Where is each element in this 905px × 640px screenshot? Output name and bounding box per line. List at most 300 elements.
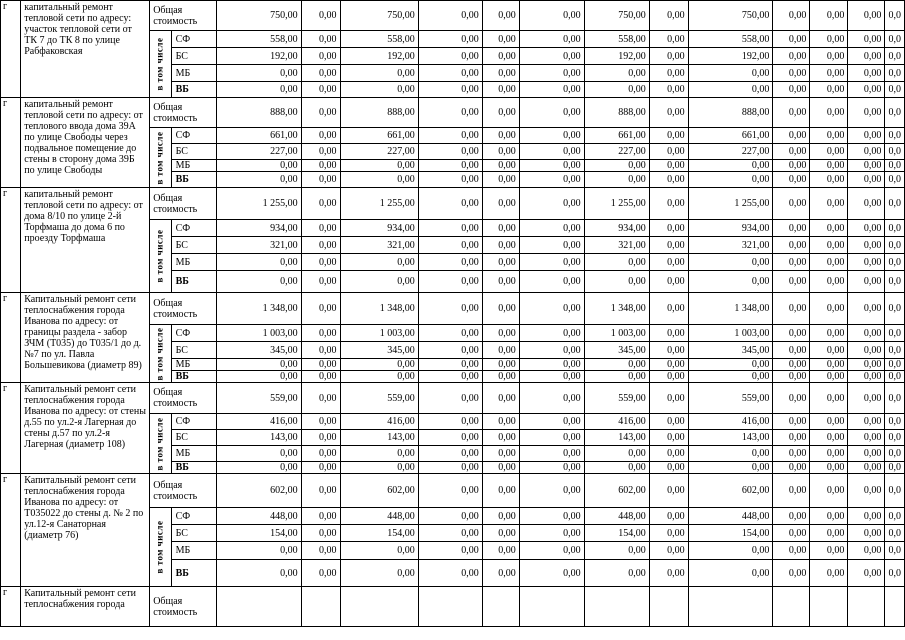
- value-cell: 0,00: [773, 128, 810, 144]
- table-row: [1, 1, 905, 31]
- value-cell: 0,00: [482, 462, 519, 474]
- value-cell: 0,00: [848, 220, 885, 237]
- value-cell: 0,0: [885, 560, 905, 587]
- value-cell: 0,00: [482, 359, 519, 371]
- value-cell: 0,0: [885, 542, 905, 560]
- value-cell: 0,00: [519, 160, 584, 172]
- value-cell: 559,00: [584, 383, 649, 414]
- value-cell: 0,00: [584, 82, 649, 98]
- funding-source-label: БС: [171, 237, 216, 254]
- value-cell: 0,00: [649, 160, 688, 172]
- value-cell: 0,00: [810, 172, 848, 188]
- value-cell: 0,00: [773, 414, 810, 430]
- row-mark: г: [1, 587, 21, 627]
- value-cell: 0,00: [810, 293, 848, 325]
- value-cell: 0,00: [848, 65, 885, 82]
- value-cell: 0,00: [848, 508, 885, 525]
- value-cell: 0,0: [885, 271, 905, 293]
- value-cell: 448,00: [688, 508, 773, 525]
- value-cell: 0,00: [519, 446, 584, 462]
- value-cell: 0,00: [810, 342, 848, 359]
- value-cell: 0,00: [584, 446, 649, 462]
- value-cell: 0,00: [810, 1, 848, 31]
- funding-source-label: БС: [171, 430, 216, 446]
- value-cell: 934,00: [340, 220, 418, 237]
- value-cell: 559,00: [216, 383, 301, 414]
- value-cell: 0,00: [418, 144, 482, 160]
- value-cell: 0,00: [340, 560, 418, 587]
- value-cell: 0,00: [848, 98, 885, 128]
- value-cell: 0,00: [482, 65, 519, 82]
- value-cell: 0,00: [301, 65, 340, 82]
- value-cell: 0,00: [810, 48, 848, 65]
- value-cell: 0,00: [482, 508, 519, 525]
- value-cell: 0,00: [773, 254, 810, 271]
- value-cell: 0,00: [482, 31, 519, 48]
- value-cell: 0,00: [301, 271, 340, 293]
- value-cell: 602,00: [688, 474, 773, 508]
- value-cell: 0,00: [688, 446, 773, 462]
- value-cell: 0,00: [216, 271, 301, 293]
- included-label-cell: [150, 31, 171, 98]
- value-cell: 0,00: [482, 271, 519, 293]
- value-cell: 0,00: [418, 542, 482, 560]
- value-cell: 0,0: [885, 98, 905, 128]
- value-cell: 0,00: [301, 160, 340, 172]
- value-cell: 0,00: [519, 525, 584, 542]
- funding-source-label: ВБ: [171, 271, 216, 293]
- value-cell: 0,00: [688, 542, 773, 560]
- value-cell: 0,00: [773, 446, 810, 462]
- value-cell: 0,00: [301, 446, 340, 462]
- value-cell: 0,00: [848, 560, 885, 587]
- value-cell: 559,00: [340, 383, 418, 414]
- funding-source-label: СФ: [171, 31, 216, 48]
- work-description: капитальный ремонт тепловой сети по адресу: от теплового ввода дома 39А по улице Свободы через подвальное помещение до стены в сторону дома 39Б по улице Свободы: [21, 98, 150, 188]
- value-cell: 321,00: [688, 237, 773, 254]
- value-cell: 0,00: [773, 359, 810, 371]
- value-cell: 0,00: [519, 383, 584, 414]
- value-cell: 0,00: [688, 160, 773, 172]
- value-cell: 0,00: [649, 371, 688, 383]
- value-cell: 0,0: [885, 474, 905, 508]
- value-cell: 0,00: [773, 237, 810, 254]
- value-cell: 0,00: [418, 462, 482, 474]
- value-cell: 416,00: [584, 414, 649, 430]
- funding-source-label: БС: [171, 144, 216, 160]
- value-cell: 0,00: [418, 383, 482, 414]
- value-cell: 0,00: [519, 172, 584, 188]
- value-cell: 0,00: [584, 65, 649, 82]
- value-cell: 0,00: [773, 98, 810, 128]
- value-cell: 0,00: [649, 65, 688, 82]
- value-cell: 0,00: [584, 254, 649, 271]
- work-description: Капитальный ремонт сети теплоснабжения города Иванова по адресу: от стены д.55 по ул.2-я Лагерная до стены д.57 по ул.2-я Лагерная (диаметр 108): [21, 383, 150, 474]
- value-cell: 0,00: [418, 128, 482, 144]
- work-description: Капитальный ремонт сети теплоснабжения города Иванова по адресу: от границы раздела - забор ЗЧМ (Т035) до Т035/1 до д.№7 по ул. Павла Большевикова (диаметр 89): [21, 293, 150, 383]
- work-description: капитальный ремонт тепловой сети по адресу: участок тепловой сети от ТК 7 до ТК 8 по улице Рабфаковская: [21, 1, 150, 98]
- value-cell: 0,00: [216, 462, 301, 474]
- value-cell: 0,00: [301, 220, 340, 237]
- value-cell: 0,00: [301, 325, 340, 342]
- value-cell: 602,00: [216, 474, 301, 508]
- value-cell: 0,00: [810, 220, 848, 237]
- value-cell: 143,00: [584, 430, 649, 446]
- table-row: [1, 188, 905, 220]
- value-cell: 0,00: [584, 271, 649, 293]
- value-cell: 0,0: [885, 325, 905, 342]
- value-cell: 0,0: [885, 446, 905, 462]
- value-cell: 0,00: [482, 446, 519, 462]
- value-cell: 227,00: [340, 144, 418, 160]
- value-cell: 0,00: [848, 82, 885, 98]
- included-label: в том числе: [154, 131, 165, 184]
- value-cell: 0,00: [519, 560, 584, 587]
- value-cell: 661,00: [584, 128, 649, 144]
- value-cell: 0,00: [482, 525, 519, 542]
- funding-source-label: ВБ: [171, 560, 216, 587]
- value-cell: 0,00: [584, 371, 649, 383]
- value-cell: 0,00: [519, 188, 584, 220]
- value-cell: 0,00: [216, 172, 301, 188]
- value-cell: 0,00: [301, 48, 340, 65]
- value-cell: 0,00: [340, 160, 418, 172]
- funding-source-label: МБ: [171, 160, 216, 172]
- value-cell: 0,00: [482, 293, 519, 325]
- value-cell: 750,00: [584, 1, 649, 31]
- value-cell: 0,00: [301, 414, 340, 430]
- value-cell: 0,00: [810, 560, 848, 587]
- value-cell: 0,00: [773, 271, 810, 293]
- value-cell: 227,00: [216, 144, 301, 160]
- value-cell: 0,00: [848, 371, 885, 383]
- value-cell: 0,00: [649, 446, 688, 462]
- value-cell: 321,00: [216, 237, 301, 254]
- value-cell: 0,00: [688, 65, 773, 82]
- value-cell: 0,00: [340, 359, 418, 371]
- value-cell: 0,00: [418, 172, 482, 188]
- value-cell: 0,00: [482, 383, 519, 414]
- value-cell: 0,00: [584, 542, 649, 560]
- value-cell: 0,00: [216, 371, 301, 383]
- value-cell: 0,00: [848, 128, 885, 144]
- included-label: в том числе: [154, 417, 165, 470]
- value-cell: 0,0: [885, 160, 905, 172]
- value-cell: 0,00: [418, 359, 482, 371]
- work-description: Капитальный ремонт сети теплоснабжения города Иванова по адресу: от Т035022 до стены д. № 2 по ул.12-я Санаторная (диаметр 76): [21, 474, 150, 587]
- value-cell: 934,00: [216, 220, 301, 237]
- value-cell: 0,00: [649, 144, 688, 160]
- value-cell: 0,00: [301, 359, 340, 371]
- value-cell: 0,00: [773, 560, 810, 587]
- value-cell: 0,00: [216, 65, 301, 82]
- value-cell: 0,00: [773, 325, 810, 342]
- value-cell: 0,0: [885, 371, 905, 383]
- value-cell: 0,00: [519, 65, 584, 82]
- funding-source-label: СФ: [171, 414, 216, 430]
- value-cell: 0,0: [885, 254, 905, 271]
- value-cell: 0,00: [216, 254, 301, 271]
- value-cell: 0,00: [649, 342, 688, 359]
- value-cell: 0,00: [340, 65, 418, 82]
- value-cell: 0,00: [773, 430, 810, 446]
- value-cell: 0,00: [482, 220, 519, 237]
- value-cell: 0,00: [482, 128, 519, 144]
- value-cell: 0,00: [340, 542, 418, 560]
- value-cell: 0,0: [885, 144, 905, 160]
- value-cell: 0,0: [885, 359, 905, 371]
- value-cell: 0,00: [810, 542, 848, 560]
- included-label-cell: [150, 414, 171, 474]
- row-mark: г: [1, 188, 21, 293]
- value-cell: 0,0: [885, 48, 905, 65]
- value-cell: 0,00: [418, 325, 482, 342]
- value-cell: 0,00: [773, 82, 810, 98]
- value-cell: 0,00: [649, 542, 688, 560]
- value-cell: 448,00: [216, 508, 301, 525]
- value-cell: 0,00: [418, 508, 482, 525]
- value-cell: 0,00: [216, 82, 301, 98]
- value-cell: 0,00: [482, 98, 519, 128]
- value-cell: 0,00: [418, 560, 482, 587]
- value-cell: 1 003,00: [688, 325, 773, 342]
- row-mark: г: [1, 98, 21, 188]
- value-cell: 0,00: [810, 462, 848, 474]
- value-cell: 0,00: [773, 144, 810, 160]
- value-cell: 1 255,00: [584, 188, 649, 220]
- value-cell: 0,00: [773, 542, 810, 560]
- value-cell: 0,00: [848, 414, 885, 430]
- value-cell: [519, 587, 584, 627]
- value-cell: 0,00: [649, 359, 688, 371]
- value-cell: 0,00: [340, 446, 418, 462]
- value-cell: 143,00: [340, 430, 418, 446]
- value-cell: 0,0: [885, 220, 905, 237]
- value-cell: 0,00: [519, 128, 584, 144]
- value-cell: 0,00: [584, 359, 649, 371]
- work-description: капитальный ремонт тепловой сети по адресу: от дома 8/10 по улице 2-й Торфмаша до дома 6 по проезду Торфмаша: [21, 188, 150, 293]
- value-cell: 0,00: [301, 342, 340, 359]
- value-cell: [688, 587, 773, 627]
- value-cell: 345,00: [584, 342, 649, 359]
- value-cell: 602,00: [584, 474, 649, 508]
- value-cell: 0,00: [340, 271, 418, 293]
- value-cell: 888,00: [340, 98, 418, 128]
- value-cell: 0,00: [810, 446, 848, 462]
- value-cell: 0,00: [301, 1, 340, 31]
- value-cell: 0,0: [885, 31, 905, 48]
- value-cell: 416,00: [216, 414, 301, 430]
- value-cell: [885, 587, 905, 627]
- value-cell: 0,00: [519, 462, 584, 474]
- value-cell: 1 003,00: [216, 325, 301, 342]
- value-cell: 0,00: [688, 82, 773, 98]
- value-cell: 0,0: [885, 508, 905, 525]
- value-cell: 0,00: [773, 508, 810, 525]
- value-cell: 0,00: [216, 160, 301, 172]
- value-cell: 192,00: [688, 48, 773, 65]
- value-cell: 1 348,00: [584, 293, 649, 325]
- value-cell: 0,0: [885, 82, 905, 98]
- value-cell: 0,00: [773, 1, 810, 31]
- value-cell: 0,00: [301, 254, 340, 271]
- value-cell: 0,00: [688, 172, 773, 188]
- value-cell: 0,00: [649, 383, 688, 414]
- value-cell: 0,00: [773, 342, 810, 359]
- value-cell: [649, 587, 688, 627]
- included-label-cell: [150, 220, 171, 293]
- funding-source-label: МБ: [171, 254, 216, 271]
- value-cell: 0,00: [482, 188, 519, 220]
- value-cell: 0,00: [301, 542, 340, 560]
- value-cell: 0,00: [519, 508, 584, 525]
- value-cell: [418, 587, 482, 627]
- value-cell: 0,00: [810, 474, 848, 508]
- value-cell: 0,00: [848, 188, 885, 220]
- included-label-cell: [150, 325, 171, 383]
- value-cell: 0,00: [810, 359, 848, 371]
- value-cell: 0,00: [848, 542, 885, 560]
- value-cell: 0,00: [810, 31, 848, 48]
- value-cell: 0,00: [418, 98, 482, 128]
- funding-source-label: СФ: [171, 128, 216, 144]
- value-cell: 192,00: [584, 48, 649, 65]
- value-cell: 321,00: [584, 237, 649, 254]
- value-cell: 0,00: [584, 462, 649, 474]
- value-cell: 0,00: [519, 1, 584, 31]
- value-cell: 0,00: [649, 462, 688, 474]
- value-cell: 0,00: [773, 371, 810, 383]
- value-cell: 0,00: [649, 414, 688, 430]
- value-cell: 0,00: [301, 525, 340, 542]
- table-row: [1, 293, 905, 325]
- included-label-cell: [150, 128, 171, 188]
- value-cell: 888,00: [584, 98, 649, 128]
- total-cost-label: Общая стоимость: [150, 1, 217, 31]
- value-cell: 0,00: [810, 237, 848, 254]
- value-cell: 0,00: [848, 342, 885, 359]
- value-cell: 0,00: [688, 371, 773, 383]
- value-cell: 0,00: [848, 525, 885, 542]
- value-cell: 0,00: [584, 172, 649, 188]
- value-cell: 0,00: [519, 82, 584, 98]
- value-cell: 0,00: [810, 65, 848, 82]
- value-cell: 888,00: [688, 98, 773, 128]
- value-cell: 1 003,00: [340, 325, 418, 342]
- value-cell: 558,00: [216, 31, 301, 48]
- value-cell: 0,00: [301, 474, 340, 508]
- value-cell: 0,00: [810, 414, 848, 430]
- value-cell: 0,00: [649, 430, 688, 446]
- value-cell: 0,00: [482, 414, 519, 430]
- value-cell: 0,00: [519, 220, 584, 237]
- funding-source-label: МБ: [171, 542, 216, 560]
- value-cell: 0,00: [649, 525, 688, 542]
- value-cell: 416,00: [688, 414, 773, 430]
- value-cell: 0,00: [418, 82, 482, 98]
- value-cell: 0,00: [340, 371, 418, 383]
- value-cell: 0,00: [810, 160, 848, 172]
- value-cell: 0,00: [482, 325, 519, 342]
- table-row: [1, 383, 905, 414]
- value-cell: 0,00: [340, 254, 418, 271]
- value-cell: [848, 587, 885, 627]
- value-cell: 0,00: [519, 325, 584, 342]
- value-cell: 558,00: [584, 31, 649, 48]
- value-cell: 0,00: [649, 128, 688, 144]
- value-cell: 0,00: [418, 446, 482, 462]
- value-cell: 0,00: [519, 31, 584, 48]
- funding-source-label: ВБ: [171, 82, 216, 98]
- value-cell: 0,00: [810, 525, 848, 542]
- value-cell: 416,00: [340, 414, 418, 430]
- value-cell: 0,00: [340, 82, 418, 98]
- funding-source-label: СФ: [171, 325, 216, 342]
- value-cell: 0,00: [810, 188, 848, 220]
- value-cell: 0,00: [519, 359, 584, 371]
- value-cell: 0,00: [519, 271, 584, 293]
- value-cell: 0,00: [418, 525, 482, 542]
- value-cell: 0,00: [584, 160, 649, 172]
- value-cell: 1 255,00: [216, 188, 301, 220]
- value-cell: [340, 587, 418, 627]
- work-description: Капитальный ремонт сети теплоснабжения города: [21, 587, 150, 627]
- value-cell: 559,00: [688, 383, 773, 414]
- value-cell: 448,00: [340, 508, 418, 525]
- value-cell: [810, 587, 848, 627]
- value-cell: 0,00: [848, 446, 885, 462]
- row-mark: г: [1, 293, 21, 383]
- value-cell: 750,00: [216, 1, 301, 31]
- included-label: в том числе: [154, 520, 165, 574]
- value-cell: 1 348,00: [216, 293, 301, 325]
- value-cell: 0,00: [688, 560, 773, 587]
- value-cell: 0,00: [418, 271, 482, 293]
- value-cell: 0,00: [649, 237, 688, 254]
- value-cell: 0,00: [649, 293, 688, 325]
- value-cell: 0,00: [519, 474, 584, 508]
- row-mark: г: [1, 1, 21, 98]
- value-cell: 0,00: [216, 359, 301, 371]
- value-cell: 0,00: [301, 31, 340, 48]
- value-cell: 0,00: [649, 325, 688, 342]
- value-cell: 0,00: [848, 237, 885, 254]
- value-cell: 0,00: [773, 188, 810, 220]
- value-cell: 321,00: [340, 237, 418, 254]
- funding-source-label: БС: [171, 48, 216, 65]
- value-cell: 0,00: [519, 144, 584, 160]
- value-cell: 661,00: [340, 128, 418, 144]
- value-cell: 558,00: [340, 31, 418, 48]
- value-cell: 0,00: [848, 254, 885, 271]
- value-cell: 0,00: [301, 82, 340, 98]
- value-cell: 154,00: [688, 525, 773, 542]
- value-cell: 0,00: [649, 172, 688, 188]
- value-cell: 0,0: [885, 172, 905, 188]
- value-cell: 0,00: [848, 31, 885, 48]
- value-cell: 0,00: [649, 1, 688, 31]
- value-cell: 0,00: [649, 560, 688, 587]
- funding-source-label: СФ: [171, 220, 216, 237]
- value-cell: 0,00: [810, 383, 848, 414]
- value-cell: [216, 587, 301, 627]
- value-cell: 0,00: [773, 31, 810, 48]
- included-label: в том числе: [154, 327, 165, 380]
- value-cell: 0,00: [649, 508, 688, 525]
- table-row: [1, 98, 905, 128]
- value-cell: 888,00: [216, 98, 301, 128]
- value-cell: 661,00: [688, 128, 773, 144]
